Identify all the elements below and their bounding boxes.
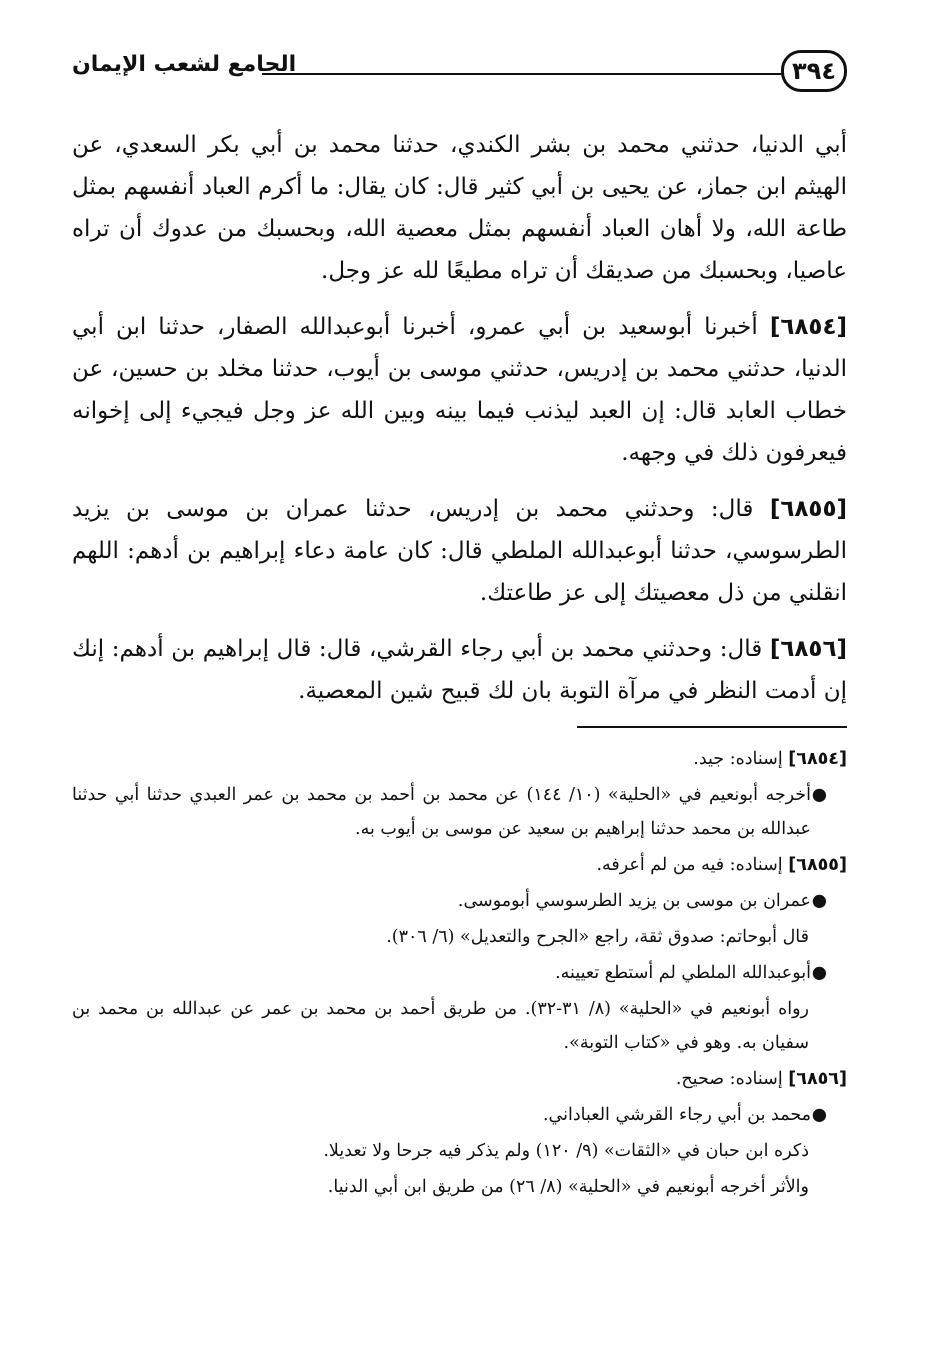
hadith-number: [٦٨٥٤] — [769, 314, 847, 340]
footnote-text: ذكره ابن حبان في «الثقات» (٩/ ١٢٠) ولم يذكر فيه جرحا ولا تعديلا. — [323, 1141, 809, 1161]
footnote-grade: إسناده: فيه من لم أعرفه. — [596, 855, 783, 875]
footnote-bullet-item — [72, 956, 847, 990]
bullet-icon: ● — [811, 963, 827, 983]
footnote-grade: إسناده: جيد. — [693, 749, 783, 769]
page-number: ٣٩٤ — [781, 50, 847, 92]
footnote-text: محمد بن أبي رجاء القرشي العباداني. — [542, 1105, 811, 1125]
paragraph-6855 — [72, 488, 847, 614]
paragraph-6856 — [72, 628, 847, 712]
footnote-number: [٦٨٥٦] — [788, 1069, 847, 1089]
bullet-icon: ● — [811, 785, 827, 805]
footnote-text: أبوعبدالله الملطي لم أستطع تعيينه. — [555, 963, 811, 983]
footnote-bullet-item — [72, 1098, 847, 1132]
footnote-text: قال أبوحاتم: صدوق ثقة، راجع «الجرح والتعديل» (٦/ ٣٠٦). — [386, 927, 809, 947]
footnote-bullet-item — [72, 778, 847, 846]
hadith-number: [٦٨٥٥] — [769, 496, 847, 522]
footnote-grade: إسناده: صحيح. — [675, 1069, 783, 1089]
footnote-heading-6856 — [72, 1062, 847, 1096]
paragraph-text: أخبرنا أبوسعيد بن أبي عمرو، أخبرنا أبوعبدالله الصفار، حدثنا ابن أبي الدنيا، حدثني محمد بن إدريس، حدثني موسى بن أيوب، حدثنا مخلد بن حسين، عن خطاب العابد قال: إن العبد ليذنب فيما بينه وبين الله عز وجل فيجيء إلى إخوانه فيعرفون ذلك في وجهه. — [72, 314, 847, 466]
paragraph-1: أبي الدنيا، حدثني محمد بن بشر الكندي، حدثنا محمد بن أبي بكر السعدي، عن الهيثم ابن جماز، عن يحيى بن أبي كثير قال: كان يقال: ما أكرم العباد أنفسهم بمثل طاعة الله، ولا أهان العباد أنفسهم بمثل معصية الله، وبحسبك من عدوك أن تراه عاصيا، وبحسبك من صديقك أن تراه مطيعًا لله عز وجل. — [72, 132, 847, 284]
footnote-heading-6854 — [72, 742, 847, 776]
footnote-divider — [577, 726, 847, 728]
main-text — [72, 124, 847, 712]
footnote-text: والأثر أخرجه أبونعيم في «الحلية» (٨/ ٢٦) من طريق ابن أبي الدنيا. — [327, 1177, 809, 1197]
paragraph-6854 — [72, 306, 847, 474]
paragraph-text: قال: وحدثني محمد بن أبي رجاء القرشي، قال: قال إبراهيم بن أدهم: إنك إن أدمت النظر في مرآة التوبة بان لك قبيح شين المعصية. — [72, 636, 847, 704]
book-title: الجامع لشعب الإيمان — [72, 52, 297, 77]
footnote-number: [٦٨٥٤] — [788, 749, 847, 769]
paragraph-text: قال: وحدثني محمد بن إدريس، حدثنا عمران بن موسى بن يزيد الطرسوسي، حدثنا أبوعبدالله الملطي قال: كان عامة دعاء إبراهيم بن أدهم: اللهم انقلني من ذل معصيتك إلى عز طاعتك. — [72, 496, 847, 606]
bullet-icon: ● — [811, 1105, 827, 1125]
footnote-text: رواه أبونعيم في «الحلية» (٨/ ٣١-٣٢). من طريق أحمد بن محمد بن عمر عن عبدالله بن محمد بن سفيان به. وهو في «كتاب التوبة». — [72, 999, 809, 1053]
page — [72, 40, 847, 1206]
footnotes — [72, 742, 847, 1204]
footnote-number: [٦٨٥٥] — [788, 855, 847, 875]
footnote-bullet-item — [72, 884, 847, 918]
bullet-icon: ● — [811, 891, 827, 911]
footnote-text: عمران بن موسى بن يزيد الطرسوسي أبوموسى. — [457, 891, 811, 911]
hadith-number: [٦٨٥٦] — [769, 636, 848, 662]
page-header — [72, 40, 847, 110]
header-rule — [262, 73, 783, 75]
footnote-text: أخرجه أبونعيم في «الحلية» (١٠/ ١٤٤) عن محمد بن أحمد بن محمد بن عمر العبدي حدثنا أبي حدثنا عبدالله بن محمد حدثنا إبراهيم بن سعيد عن موسى بن أيوب به. — [72, 785, 811, 839]
footnote-heading-6855 — [72, 848, 847, 882]
